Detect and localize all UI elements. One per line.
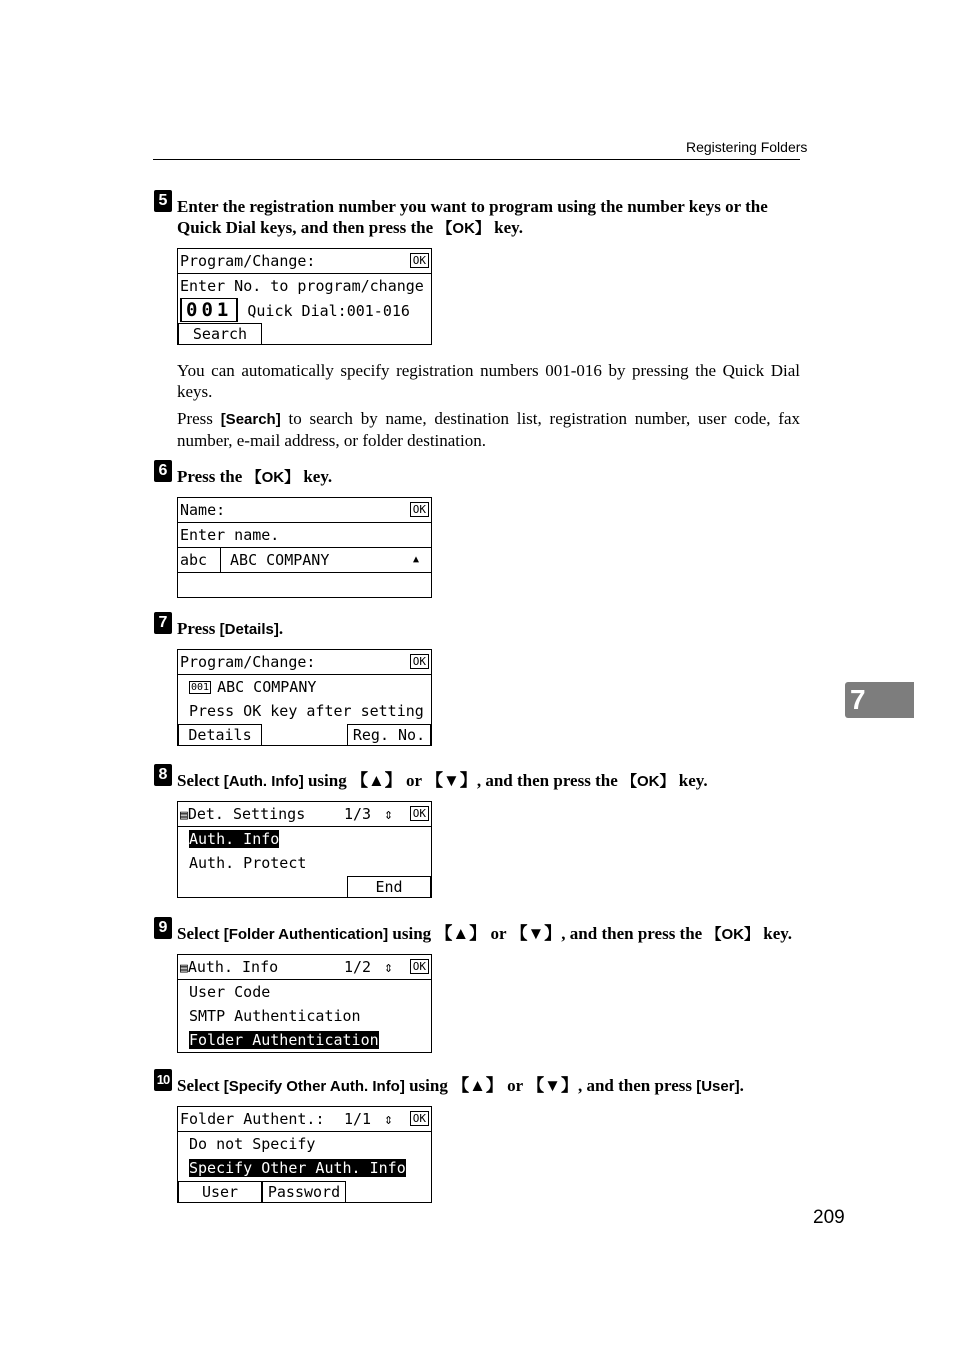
lcd-screen-step-6: Name: OK Enter name. abc ABC COMPANY ▲: [177, 497, 432, 598]
lcd-prompt: Enter No. to program/change: [180, 277, 424, 295]
step-number-10: 10: [154, 1069, 172, 1091]
step-6-instruction: Press the 【OK】 key.: [177, 467, 333, 486]
header-rule: [153, 159, 800, 160]
menu-item-do-not-specify[interactable]: Do not Specify: [189, 1135, 316, 1153]
name-input[interactable]: ABC COMPANY: [230, 551, 330, 569]
up-down-icon: ⇕: [384, 805, 394, 823]
step-10-instruction: Select [Specify Other Auth. Info] using 【▲】 or 【▼】, and then press [User].: [177, 1076, 744, 1095]
step-9-instruction: Select [Folder Authentication] using 【▲】 or 【▼】, and then press the 【OK】 key.: [177, 924, 793, 943]
up-down-icon: ⇕: [384, 1110, 394, 1128]
step-8-instruction: Select [Auth. Info] using 【▲】 or 【▼】, and then press the 【OK】 key.: [177, 771, 708, 790]
menu-item-auth-protect[interactable]: Auth. Protect: [189, 854, 307, 872]
triangle-up-icon: ▲: [412, 554, 419, 565]
running-header: Registering Folders: [686, 139, 808, 155]
menu-item-folder-auth[interactable]: Folder Authentication: [189, 1031, 379, 1049]
step-number-8: 8: [154, 764, 172, 786]
user-tab[interactable]: User: [178, 1181, 262, 1202]
end-tab[interactable]: End: [347, 876, 431, 897]
document-icon: ▤: [180, 961, 188, 976]
step-number-6: 6: [154, 460, 172, 482]
name-entry-row: [178, 548, 431, 573]
menu-item-auth-info[interactable]: Auth. Info: [189, 830, 280, 848]
ok-icon: OK: [410, 253, 429, 268]
ok-icon: OK: [410, 959, 429, 974]
step-number-7: 7: [154, 612, 172, 634]
up-down-icon: ⇕: [384, 958, 394, 976]
ok-icon: OK: [410, 806, 429, 821]
menu-item-user-code[interactable]: User Code: [189, 983, 271, 1001]
note-search: Press [Search] to search by name, destination list, registration number, user code, fax number, e-mail address, or folder destination.: [177, 409, 800, 450]
menu-item-specify-other[interactable]: Specify Other Auth. Info: [189, 1159, 406, 1177]
lcd-screen-step-7: Program/Change: OK 001 ABC COMPANY Press OK key after setting Details Reg. No.: [177, 649, 432, 746]
page-number: 209: [813, 1207, 845, 1228]
ok-icon: OK: [410, 1111, 429, 1126]
lcd-screen-step-9: ▤Auth. Info 1/2 ⇕ OK User Code SMTP Authentication Folder Authentication: [177, 954, 432, 1053]
lcd-number-row: 001 Quick Dial:001-016: [178, 298, 431, 322]
step-number-5: 5: [154, 190, 172, 212]
reg-no-tab[interactable]: Reg. No.: [347, 724, 431, 745]
note-quick-dial: You can automatically specify registration numbers 001-016 by pressing the Quick Dial keys.: [177, 361, 800, 401]
menu-item-smtp-auth[interactable]: SMTP Authentication: [189, 1007, 361, 1025]
step-number-9: 9: [154, 917, 172, 939]
lcd-title-row: Program/Change: OK: [178, 249, 431, 274]
lcd-screen-step-10: Folder Authent.: 1/1 ⇕ OK Do not Specify Specify Other Auth. Info User Password: [177, 1106, 432, 1203]
ok-icon: OK: [410, 502, 429, 517]
password-tab[interactable]: Password: [262, 1181, 346, 1202]
chapter-tab: 7: [845, 682, 914, 718]
lcd-screen-step-5: [177, 248, 432, 345]
ok-icon: OK: [410, 654, 429, 669]
document-icon: ▤: [180, 808, 188, 823]
input-mode: abc: [180, 548, 221, 572]
details-tab[interactable]: Details: [178, 724, 262, 745]
step-5-instruction: Enter the registration number you want to program using the number keys or the Quick Dial keys, and then press the 【OK】 key.: [177, 197, 768, 237]
entry-number: 001: [191, 682, 210, 693]
step-7-instruction: Press [Details].: [177, 619, 284, 638]
lcd-screen-step-8: ▤Det. Settings 1/3 ⇕ OK Auth. Info Auth. Protect End: [177, 801, 432, 898]
search-tab[interactable]: Search: [178, 323, 262, 344]
registration-number-field[interactable]: 001: [180, 298, 238, 322]
